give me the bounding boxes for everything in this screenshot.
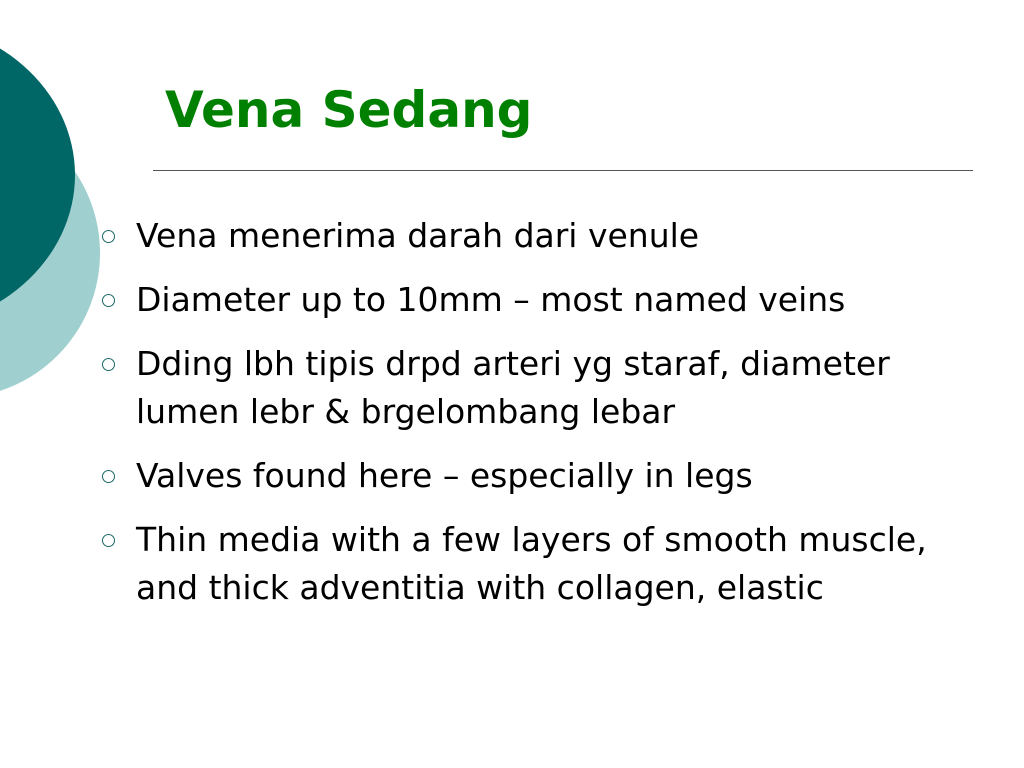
hollow-circle-bullet-icon bbox=[102, 534, 115, 547]
hollow-circle-bullet-icon bbox=[102, 358, 115, 371]
bullet-item bbox=[100, 212, 970, 260]
hollow-circle-bullet-icon bbox=[102, 470, 115, 483]
bullet-item bbox=[100, 340, 970, 436]
bullet-text: Vena menerima darah dari venule bbox=[136, 216, 700, 255]
bullet-text: Dding lbh tipis drpd arteri yg staraf, diameter lumen lebr & brgelombang lebar bbox=[136, 344, 890, 431]
bullet-text: Thin media with a few layers of smooth muscle, and thick adventitia with collagen, elastic bbox=[136, 520, 927, 607]
bullet-text: Diameter up to 10mm – most named veins bbox=[136, 280, 846, 319]
bullet-text: Valves found here – especially in legs bbox=[136, 456, 753, 495]
bullet-item bbox=[100, 452, 970, 500]
hollow-circle-bullet-icon bbox=[102, 230, 115, 243]
bullet-item bbox=[100, 516, 970, 612]
hollow-circle-bullet-icon bbox=[102, 294, 115, 307]
bullet-list bbox=[100, 212, 970, 628]
slide-title: Vena Sedang bbox=[165, 81, 533, 139]
bullet-item bbox=[100, 276, 970, 324]
title-divider bbox=[153, 170, 973, 171]
